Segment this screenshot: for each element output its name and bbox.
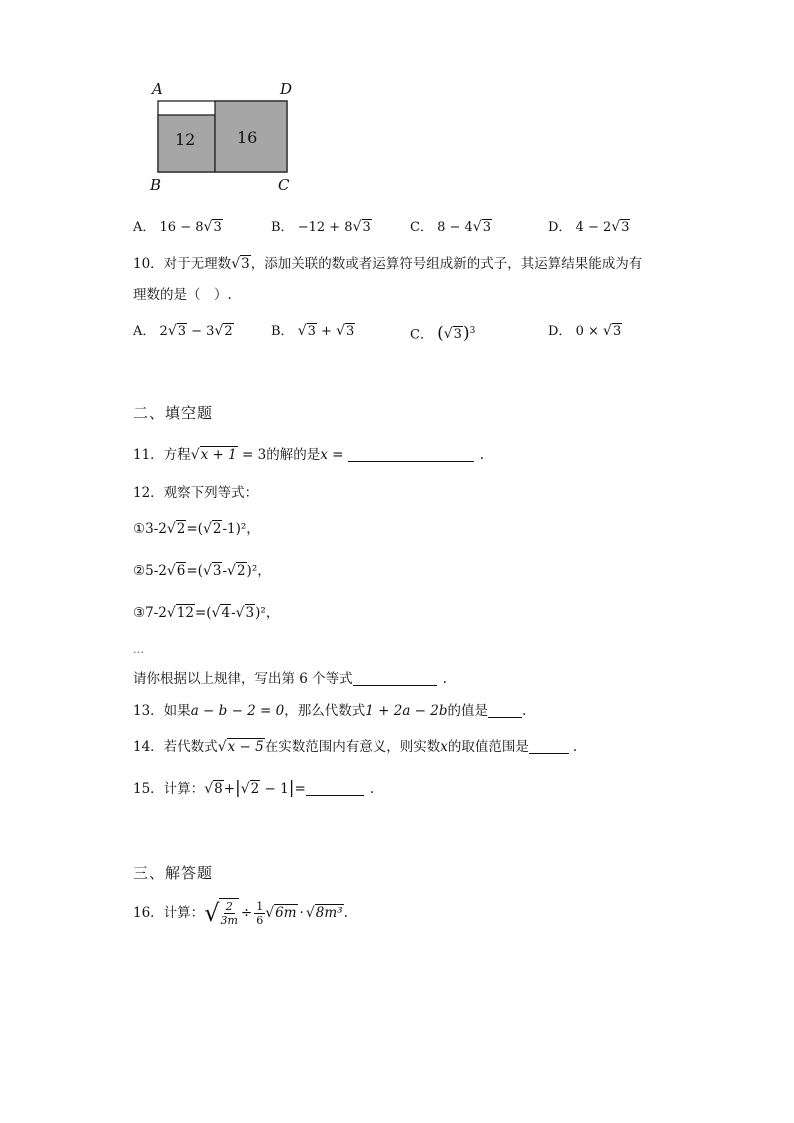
q9-option-b[interactable]: B． −12 + 8√3: [271, 219, 371, 235]
q9-option-c[interactable]: C． 8 − 4√3: [410, 219, 491, 235]
label-a: A: [152, 80, 163, 98]
radical: √3: [231, 256, 250, 272]
q12-eq2: ②5-2√6=(√3-√2)²，: [133, 563, 271, 579]
q10-option-c[interactable]: C． $(√3)^3$: [410, 323, 476, 344]
q12-ask: 请你根据以上规律，写出第 6 个等式 .: [133, 671, 447, 687]
q12-ellipsis: …: [133, 643, 144, 656]
q15: 15．计算：√8+|√2 − 1|= .: [133, 778, 375, 798]
q10-option-d[interactable]: D． 0 × √3: [548, 323, 622, 339]
answer-blank[interactable]: [353, 671, 437, 686]
q10-option-b[interactable]: B． √3 + √3: [271, 323, 355, 339]
section-fill-in-title: 二、填空题: [133, 404, 214, 422]
rectangle-figure: [148, 82, 308, 194]
q12-eq1: ①3-2√2=(√2-1)²，: [133, 521, 260, 537]
value-12: 12: [175, 130, 196, 149]
answer-blank[interactable]: [529, 739, 569, 754]
q10-line1: 10．对于无理数√3，添加关联的数或者运算符号组成新的式子，其运算结果能成为有: [133, 256, 643, 272]
q14: 14．若代数式√x − 5在实数范围内有意义，则实数x的取值范围是 .: [133, 739, 578, 755]
q13: 13．如果a − b − 2 = 0，那么代数式1 + 2a − 2b的值是 .: [133, 703, 527, 719]
answer-blank[interactable]: [488, 703, 522, 718]
q10-line2: 理数的是（ ）.: [133, 287, 232, 303]
answer-blank[interactable]: [306, 781, 364, 796]
value-16: 16: [237, 128, 258, 147]
q16: 16．计算：√ $\frac{2}{3m}$ ÷ $\frac{1}{6}$ √6m · √8m³.: [133, 899, 348, 927]
label-b: B: [150, 176, 162, 194]
answer-blank[interactable]: [348, 447, 474, 462]
q10-option-a[interactable]: A． 2√3 − 3√2: [133, 323, 233, 339]
q12-eq3: ③7-2√12=(√4-√3)²，: [133, 605, 280, 621]
section-solve-title: 三、解答题: [133, 864, 214, 882]
q11: 11．方程√x + 1 = 3的解的是x = .: [133, 447, 485, 463]
label-c: C: [278, 176, 290, 194]
q12-title: 12．观察下列等式：: [133, 485, 259, 501]
q9-option-a[interactable]: A． 16 − 8√3: [133, 219, 222, 235]
label-d: D: [280, 80, 293, 98]
q9-option-d[interactable]: D． 4 − 2√3: [548, 219, 630, 235]
